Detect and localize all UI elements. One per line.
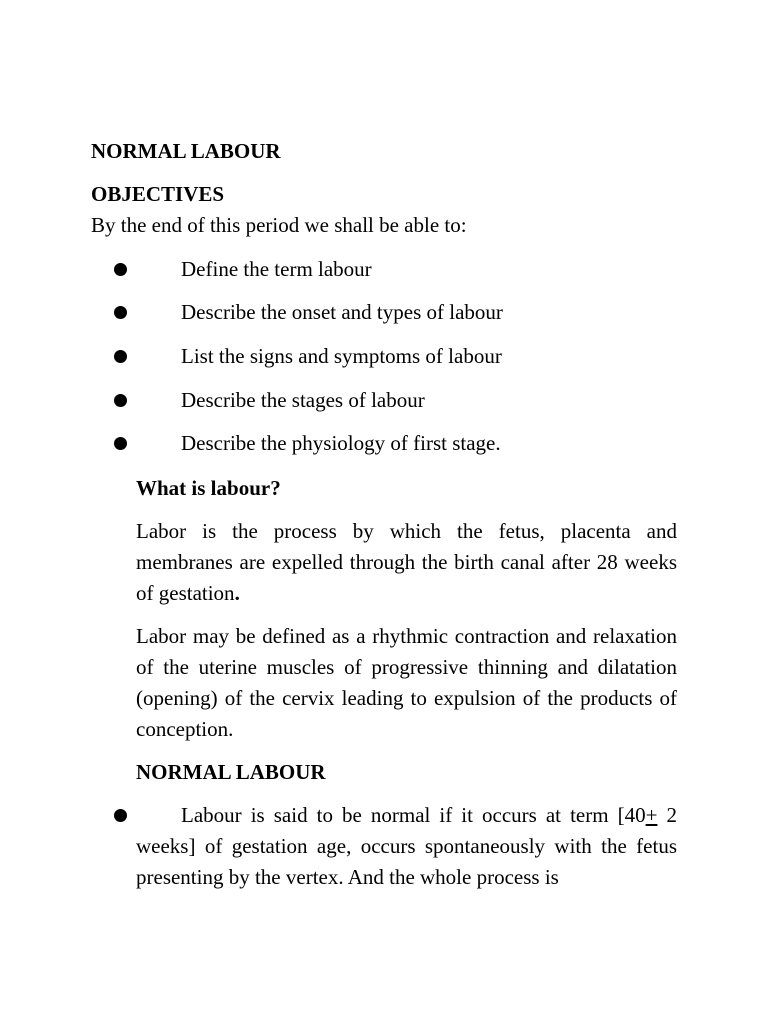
list-item-text: Describe the physiology of first stage.	[181, 431, 501, 455]
definition-period: .	[234, 581, 240, 605]
objectives-heading: OBJECTIVES	[91, 182, 225, 206]
definition-text: Labor is the process by which the fetus, placenta and membranes are expelled through the birth canal after 28 weeks of gestation	[136, 519, 677, 605]
list-item-text: Define the term labour	[181, 257, 372, 281]
list-item-text: Describe the stages of labour	[181, 388, 425, 412]
bullet-icon	[114, 394, 127, 407]
bullet-icon	[114, 809, 127, 822]
bullet-icon	[114, 350, 127, 363]
section-heading-what-is-labour: What is labour?	[136, 476, 281, 500]
definition-paragraph-2: Labor may be defined as a rhythmic contraction and relaxation of the uterine muscles of progressive thinning and dilatation (opening) of the cervix leading to expulsion of the products of conception.	[136, 624, 677, 741]
normal-labour-text: Labour is said to be normal if it occurs at term [40	[181, 803, 646, 827]
objectives-intro: By the end of this period we shall be able to:	[91, 213, 467, 237]
page-title: NORMAL LABOUR	[91, 139, 281, 163]
plus-minus-symbol: +	[645, 803, 658, 827]
bullet-icon	[114, 263, 127, 276]
bullet-icon	[114, 437, 127, 450]
list-item-text: Describe the onset and types of labour	[181, 300, 503, 324]
normal-labour-paragraph	[136, 800, 677, 893]
section-heading-normal-labour: NORMAL LABOUR	[136, 760, 326, 784]
list-item-text: List the signs and symptoms of labour	[181, 344, 502, 368]
definition-paragraph	[136, 516, 677, 609]
bullet-icon	[114, 306, 127, 319]
normal-labour-text-continued: 2 weeks] of gestation age, occurs spontaneously with the fetus presenting by the vertex. And the whole process is	[136, 803, 677, 889]
